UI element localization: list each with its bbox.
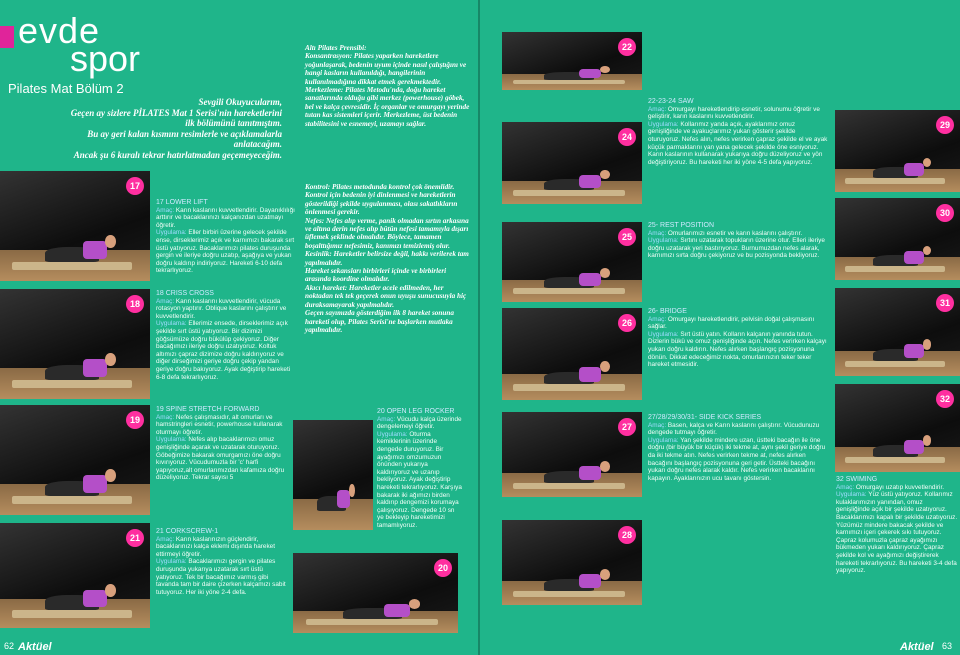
exercise-photo-31 — [835, 288, 960, 376]
exercise-photo-22 — [502, 32, 642, 90]
photo-number-badge: 19 — [126, 411, 144, 429]
aim-text: Vücudu kalça üzerinde dengelemeyi öğretir. — [377, 415, 462, 431]
exercise-photo-20b — [293, 553, 458, 633]
photo-number-badge: 21 — [126, 529, 144, 547]
apply-label: Uygulama: — [648, 330, 679, 338]
aim-text: Omurlarımızı esnetir ve karın kaslarını çalıştırır. — [667, 229, 803, 237]
principles-text: Altı Pilates Prensibi: Konsantrasyon: Pilates yaparken hareketlere yoğunlaşarak, bedenin uyum içinde nasıl çalıştığını ve hangi kasların kullanıldığı, hangilerinin kullanılmadığına dikkat etmek gerekmektedir. Merkezleme: Pilates Metodu'nda, doğu hareket sanatlarında olduğu gibi merkez (powerhouse) göbek, bel ve kalça çevresidir. İç organlar ve omurgayı yerinde tutan kas sistemleri içerir. Merkezleme, üst bedenin stabilitesini ve esnemeyi, uzamayı sağlar. — [305, 44, 470, 128]
brand-logo-left: Aktüel — [18, 641, 52, 653]
aim-text: Nefes çalışmasıdır, alt omurları ve hamstringleri esnetir, powerhouse kullanarak oturmayı öğretir. — [156, 413, 283, 436]
exercise-photo-21 — [0, 523, 150, 628]
page-number-right: 63 — [942, 641, 953, 651]
photo-number-badge: 31 — [936, 294, 954, 312]
apply-label: Uygulama: — [156, 229, 187, 237]
exercise-photo-32 — [835, 384, 960, 472]
aim-label: Amaç: — [648, 315, 667, 323]
apply-text: Kollarımız yanda açık, ayaklarımız omuz genişliğinde ve ayakuçlarımız yukarı gösterir şekilde oturuyoruz. Nefes alın, nefes verirken çapraz şekilde el ve ayak küçük parmaklarını yan yana gelecek şekilde öne esniyoruz. — [648, 120, 828, 151]
exercise-photo-20a — [293, 420, 373, 530]
saw-extra-text: Karın kaslarının kullanarak yukarıya doğru düzeliyoruz ve yön değiştiriyoruz. Bu hareketi her iki yöne 4-5 defa yapıyoruz. — [648, 151, 823, 166]
section-title: 27/28/29/30/31- SIDE KICK SERIES — [648, 414, 762, 421]
aim-label: Amaç: — [156, 535, 175, 543]
aim-text: Karın kaslarınızın güçlendirir, bacaklarınızı kalça eklemi dışında hareket ettirmeyi öğretir. — [156, 535, 275, 558]
aim-label: Amaç: — [648, 229, 667, 237]
exercise-photo-17 — [0, 171, 150, 281]
section-title: 25- REST POSITION — [648, 222, 714, 229]
photo-number-badge: 20 — [434, 559, 452, 577]
photo-number-badge: 26 — [618, 314, 636, 332]
section-title: 21 CORKSCREW-1 — [156, 528, 219, 535]
section-17 — [156, 199, 296, 275]
photo-number-badge: 18 — [126, 295, 144, 313]
photo-number-badge: 29 — [936, 116, 954, 134]
apply-text: Sırt üstü yatın. Kolların kalçanın yanında tutun. Dizlerin bükü ve omuz genişliğinde açın. Nefes verirken kalçayı yukarı doğru kaldırın. Nefes alırken başlangıç pozisyonuna dönün. Dikkat edeceğimiz nokta, omurlarınızın teker teker hareket etmesidir. — [648, 330, 827, 369]
aim-label: Amaç: — [648, 421, 667, 429]
section-title: 19 SPINE STRETCH FORWARD — [156, 406, 260, 413]
section-title: 20 OPEN LEG ROCKER — [377, 408, 455, 415]
photo-number-badge: 22 — [618, 38, 636, 56]
aim-label: Amaç: — [156, 413, 175, 421]
apply-label: Uygulama: — [156, 436, 187, 444]
aim-text: Omurgayı uzatıp kuvvetlendirir. — [855, 483, 944, 491]
photo-number-badge: 24 — [618, 128, 636, 146]
section-title: 18 CRISS CROSS — [156, 290, 214, 297]
apply-text: Yüz üstü yatıyoruz. Kollarımız kulaklarımızın yanından, omuz genişliğinde açık bir şekilde uzatıyoruz. Bacaklarımızı kapalı bir şekilde uzatıyoruz. Yüzümüz mindere bakacak şekilde ve karnımızı içeri çekerek sıkı tutuyoruz. Çapraz kolumuzla çapraz ayağımızı bükmeden yukarı kaldırıyoruz. Çapraz şekilde kol ve ayağımızı değiştirerek hareketi tekrarlıyoruz. Bu hareketi 3-4 defa yapıyoruz. — [836, 491, 958, 575]
title-spor: spor — [70, 38, 141, 79]
section-22-saw — [648, 98, 828, 166]
photo-number-badge: 28 — [618, 526, 636, 544]
section-title: 17 LOWER LIFT — [156, 199, 208, 206]
photo-number-badge: 17 — [126, 177, 144, 195]
photo-number-badge: 25 — [618, 228, 636, 246]
exercise-photo-25 — [502, 222, 642, 302]
apply-text: Bacaklarımızı gergin ve pilates duruşunda yukarıya uzatarak sırt üstü yatıyoruz. Tek bir bacağımız varmış gibi tavanda tam bir daire çizerken kalçamızı sabit tutuyoruz. Her iki yöne 2-4 defa. — [156, 558, 286, 596]
apply-label: Uygulama: — [648, 436, 679, 444]
aim-label: Amaç: — [377, 415, 396, 423]
right-page — [480, 0, 960, 655]
aim-text: Karın kaslarını kuvvetlendirir. Dayanıklılığı arttırır ve bacaklarınızı kalçanızdan uzatmayı öğretir. — [156, 206, 295, 229]
article-subtitle: Pilates Mat Bölüm 2 — [8, 81, 124, 96]
exercise-photo-28 — [502, 520, 642, 605]
apply-label: Uygulama: — [836, 491, 867, 499]
aim-text: Karın kaslarını kuvvetlendirir, vücuda rotasyon yaptırır. Oblique kaslarını çalıştırır ve kuvvetlendirir. — [156, 297, 287, 320]
apply-label: Uygulama: — [156, 320, 187, 328]
aim-label: Amaç: — [836, 483, 855, 491]
title-accent-bar — [0, 26, 14, 48]
apply-text: Oturma kemiklerinin üzerinde dengede duruyoruz. Bir ayağımızı omzumuzun önünden yukarıya kaldırıyoruz ve uzanıp bekliyoruz. Ayak değiştirip hareketi tekrarlıyoruz. Karşıya bakarak iki ağımızı birden kaldırıp dengemizi korumaya çalışıyoruz. Dengede 10 sn ye bekleyip hareketimizi tamamlıyoruz. — [377, 430, 462, 529]
page-number-left: 62 — [4, 641, 15, 651]
exercise-photo-23-24 — [502, 122, 642, 204]
section-20 — [377, 408, 462, 530]
exercise-photo-30 — [835, 198, 960, 280]
title-evde: evde — [18, 10, 101, 51]
section-21 — [156, 528, 291, 596]
apply-text: Yan şekilde mindere uzan, üstteki bacağın ile öne doğru (bir büyük bir küçük) iki tekme at, aynı şekil geriye doğru da iki tekme atın. Nefes verirken tekme at, nefes alırken bacağını başlangıç pozisyonuna geri getir. Üstteki bacağını yukarı doğru nefes alarak kaldır. Nefes verirken bacaklarını kapayın. Ayaklarınızın ucu tavanı göstersin. — [648, 436, 826, 482]
aim-text: Basen, kalça ve Karın kaslarını çalıştırır. Vücudunuzu dengede tutmayı öğretir. — [648, 421, 820, 437]
exercise-photo-18 — [0, 289, 150, 399]
apply-label: Uygulama: — [156, 558, 187, 566]
section-27-side-kick — [648, 414, 828, 482]
section-title: 26- BRIDGE — [648, 308, 687, 315]
exercise-photo-26 — [502, 308, 642, 400]
apply-label: Uygulama: — [377, 430, 408, 438]
aim-label: Amaç: — [648, 105, 667, 113]
section-18 — [156, 290, 296, 381]
principles-text-2: Kontrol: Pilates metodunda kontrol çok önemlidir. Kontrol için bedenin iyi dinlenmesi ve hareketlerin gösterildiği şekilde uygulanması, olası sakatlıkların önlenmesi gerekir. Nefes: Nefes alıp verme, panik olmadan sırtın arkasına ve altına derin nefes alıp bütün nefesi tamamıyla dışarı üflemek şeklinde olmalıdır. Böylece, tamamen boşalttığımız nefesimiz, kanımızı temizlemiş olur. Kesinlik: Hareketler belirsize değil, hakkı verilerek tam yapılmalıdır. Hareket sekansları birbirleri içinde ve birbirleri arasında koordine olmalıdır. Akıcı hareket: Hareketler acele edilmeden, her noktadan tek tek geçerek onun uyuşu sunucusuyla hiç duraksamayarak yapılmalıdır. Geçen sayımızda gösterdiğim ilk 8 hareket sonuna hareketi olup, Pilates Serisi'ne başlarken mutlaka yapılmalıdır. — [305, 183, 469, 334]
section-26 — [648, 308, 828, 369]
photo-number-badge: 27 — [618, 418, 636, 436]
apply-text: Sırtını uzatarak topukların üzerine otur. Elleri ileriye doğru uzatarak yeri bastırıyoruz. Burnumuzdan nefes alarak, karnımızı sırta doğru çekiyoruz ve bu pozisyonda bekliyoruz. — [648, 237, 825, 260]
aim-label: Amaç: — [156, 206, 175, 214]
exercise-photo-19 — [0, 405, 150, 515]
section-19 — [156, 406, 291, 482]
apply-label: Uygulama: — [648, 120, 679, 128]
section-25 — [648, 222, 828, 260]
section-32-swiming — [836, 476, 958, 575]
section-title: 22-23-24 SAW — [648, 98, 694, 105]
aim-text: Omurgayı hareketlendirir, pelvisin doğal çalışmasını sağlar. — [648, 315, 815, 331]
aim-text: Omurgayı hareketlendirip esnetir, solunumu öğretir ve geliştirir, karın kaslarını kuvvetlendirir. — [648, 105, 820, 121]
intro-text: Sevgili Okuyucularım, Geçen ay sizlere PİLATES Mat 1 Serisi'nin hareketlerini ilk bölümünü tanıtmıştım. Bu ay geri kalan kısmını resimlerle ve açıklamalarla anlatacağım. Ancak şu 6 kuralı tekrar hatırlatmadan geçemeyeceğim. — [70, 97, 282, 160]
apply-text: Eller birbiri üzerine gelecek şekilde ense, dirseklerimiz açık ve karnımızı bakarak sırt üstü yatıyoruz. Bacaklarımızı pilates duruşunda gergin ve ileriye doğru uzatıp, aşağıya ve yukarı doğru kaldırıp indiriyoruz. Hareketi 6-10 defa tekrarlıyoruz. — [156, 229, 295, 275]
brand-logo-right: Aktüel — [900, 641, 934, 653]
photo-number-badge: 30 — [936, 204, 954, 222]
aim-label: Amaç: — [156, 297, 175, 305]
apply-text: Ellerimiz ensede, dirseklerimiz açık şekilde sırt üstü yatıyoruz. Bir dizimizi göğsümüze doğru bükülüp çekiyoruz. Diğer bacağımızı ileriye doğru uzatıyoruz. Koltuk altımızı çapraz dizimize doğru kaldırıyoruz ve diğer dirseğimizi geriye doğru çekip yandan geriye doğru bakıyoruz. Ayak değiştirip hareketi 6-8 defa tekrarlıyoruz. — [156, 320, 291, 381]
apply-text: Nefes alıp bacaklarımızı omuz genişliğinde açarak ve uzatarak oturuyoruz. Göbeğimize bakarak omurgamızı öne doğru kıvırıyoruz. Vücudumuzla bir 'c' harfi yapıyoruz,alt omurlarımızdan kafamıza doğru düzeliyoruz. Tekrar sayısı 5 — [156, 436, 285, 482]
apply-label: Uygulama: — [648, 237, 679, 245]
exercise-photo-27 — [502, 412, 642, 497]
exercise-photo-29 — [835, 110, 960, 192]
photo-number-badge: 32 — [936, 390, 954, 408]
section-title: 32 SWIMING — [836, 476, 878, 483]
